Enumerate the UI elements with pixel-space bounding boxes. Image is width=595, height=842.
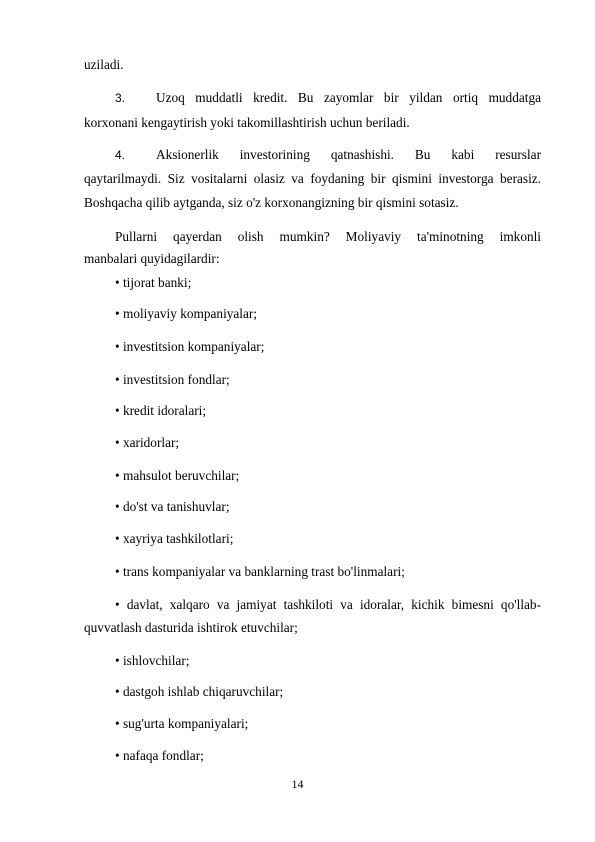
list-item: • investitsion fondlar; xyxy=(115,372,230,387)
list-item: • trans kompaniyalar va banklarning trast bo'linmalari; xyxy=(115,564,405,579)
list-number: 4. xyxy=(115,148,126,162)
list-item: • davlat, xalqaro va jamiyat tashkiloti va idoralar, kichik bimesni qo'llab- xyxy=(115,597,541,612)
list-item: • kredit idoralari; xyxy=(115,403,207,418)
list-item: • investitsion kompaniyalar; xyxy=(115,339,265,354)
paragraph-fragment: uziladi. xyxy=(84,57,124,72)
page-number: 14 xyxy=(291,777,304,791)
paragraph-text: manbalari quyidagilardir: xyxy=(84,251,220,266)
list-number: 3. xyxy=(115,91,126,105)
list-item-text: Uzoq muddatli kredit. Bu zayomlar bir yildan ortiq muddatga xyxy=(156,90,541,105)
list-item: • mahsulot beruvchilar; xyxy=(115,468,240,483)
list-item: • tijorat banki; xyxy=(115,275,192,290)
paragraph-text: Pullarni qayerdan olish mumkin? Moliyaviy ta'minotning imkonli xyxy=(115,229,541,244)
list-item: • xayriya tashkilotlari; xyxy=(115,531,234,546)
list-item-text: korxonani kengaytirish yoki takomillashtirish uchun beriladi. xyxy=(84,115,410,130)
list-item: • do'st va tanishuvlar; xyxy=(115,499,230,514)
list-item-continuation: quvvatlash dasturida ishtirok etuvchilar; xyxy=(84,620,298,635)
list-item: • moliyaviy kompaniyalar; xyxy=(115,306,258,321)
list-item: • sug'urta kompaniyalari; xyxy=(115,716,249,731)
list-item-text: Boshqacha qilib aytganda, siz o'z korxonangizning bir qismini sotasiz. xyxy=(84,195,459,210)
list-item: • dastgoh ishlab chiqaruvchilar; xyxy=(115,684,284,699)
list-item: • nafaqa fondlar; xyxy=(115,748,204,763)
list-item: • ishlovchilar; xyxy=(115,653,190,668)
list-item-text: qaytarilmaydi. Siz vositalarni olasiz va foydaning bir qismini investorga berasiz. xyxy=(84,171,541,186)
list-item-text: Aksionerlik investorining qatnashishi. Bu kabi resurslar xyxy=(156,147,541,162)
list-item: • xaridorlar; xyxy=(115,435,180,450)
